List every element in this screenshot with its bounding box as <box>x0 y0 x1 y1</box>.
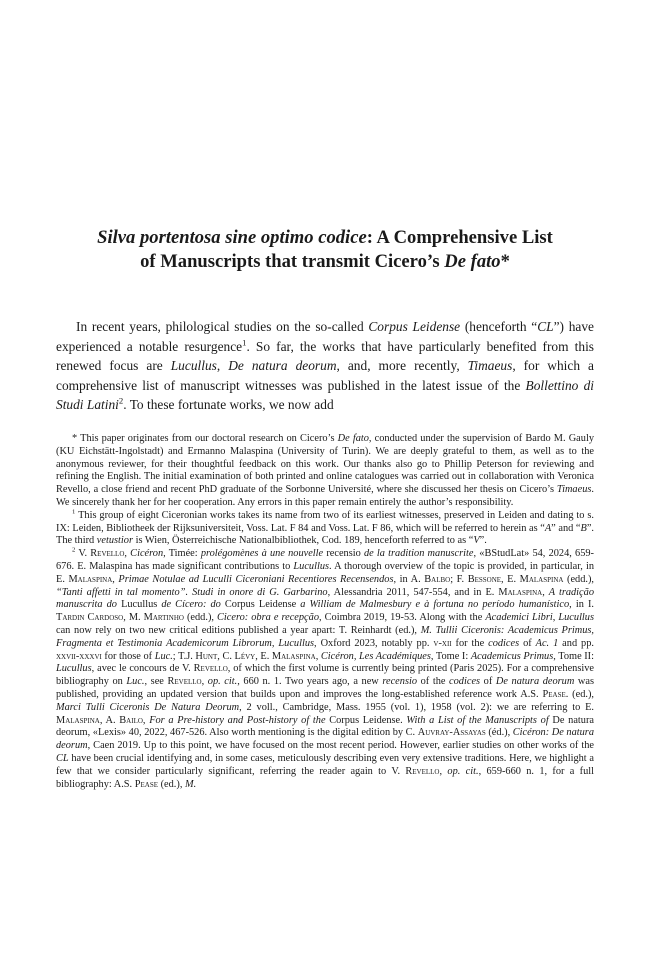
author-name: Malaspina <box>498 586 543 598</box>
note-span: Corpus Leidense. <box>325 714 407 726</box>
note-span: , M. <box>123 612 144 624</box>
note-span: , Alessandria 2011, 547-554, and in E. <box>327 586 499 598</box>
note-span: of the <box>417 676 450 688</box>
note-italic: Academicus Primus <box>470 650 554 662</box>
author-name: Revello <box>405 765 440 777</box>
note-span: , A. <box>99 714 120 726</box>
note-span: , see <box>144 676 168 688</box>
body-span: In recent years, philological studies on the so-called <box>76 319 369 334</box>
note-span: . A thorough overview of the topic is provided, in particular, in E. <box>56 560 595 585</box>
footnote-ref-1[interactable]: 1 <box>242 337 247 348</box>
title-text-2: of Manuscripts that transmit Cicero’s <box>140 251 445 272</box>
author-name: Malaspina <box>519 573 564 585</box>
note-span: , <box>124 548 131 560</box>
note-italic: Lucullus <box>558 612 595 624</box>
note-span: is Wien, Österreichische Nationalbibliothek, Cod. 189, henceforth referred to as “ <box>133 535 474 547</box>
note-italic: M. Tullii Ciceronis: Academicus Primus, Fragmenta et Testimonia Academicorum Librorum, Lucullus <box>56 624 594 649</box>
note-span: , 660 n. 1. Two years ago, a new <box>237 676 383 688</box>
note-span: , «BStudLat» 54, 2024, 659-676. E. Malaspina has made significant contributions to <box>56 548 594 572</box>
note-span: for the <box>451 637 489 649</box>
note-italic: Cicero: obra e recepção <box>217 612 319 624</box>
body-span: . So far, the works that have particularly benefited from this renewed focus are <box>56 338 594 374</box>
body-italic: Bollettino di Studi Latini <box>56 377 594 413</box>
note-italic: B <box>580 522 587 534</box>
footnote-number: 2 <box>72 546 76 554</box>
note-italic: Marci Tulli Ciceronis De Natura Deorum <box>56 701 240 713</box>
note-italic: Primae Notulae ad Luculli Ciceroniani Recentiores Recensendos <box>118 573 394 585</box>
author-name: Hunt <box>195 650 218 662</box>
author-name: Tardin Cardoso <box>56 612 124 624</box>
body-italic: Timaeus <box>467 358 513 374</box>
note-span: , <box>112 573 119 585</box>
note-italic: recensio <box>382 676 418 688</box>
body-span: , and, more recently, <box>336 358 468 374</box>
note-span: , E. <box>501 573 520 585</box>
note-span: , Tome II: <box>553 650 595 662</box>
note-italic: Lucullus <box>56 663 92 675</box>
author-name: Lévy <box>234 650 256 662</box>
note-span: of <box>519 637 536 649</box>
note-span: (edd.), <box>563 573 594 585</box>
note-italic: Timaeus <box>556 484 592 496</box>
note-italic: M. <box>185 778 197 790</box>
note-span: . (ed.), <box>565 688 594 700</box>
note-span: , <box>315 650 321 662</box>
body-text <box>56 317 594 415</box>
note-italic: de Cícero: do <box>161 599 221 611</box>
note-span: recensio <box>323 548 364 560</box>
roman-numeral: v-xii <box>433 637 452 649</box>
note-italic: For a Pre-history and Post-history of the <box>149 714 326 726</box>
note-span: Corpus Leidense <box>220 599 301 611</box>
footnote-ref-2[interactable]: 2 <box>118 395 124 406</box>
author-name: Bessone <box>467 573 502 585</box>
note-span: , Coimbra 2019, 19-53. Along with the <box>319 612 486 624</box>
note-span: , <box>201 676 208 688</box>
title-footnote-mark: * <box>500 251 510 272</box>
note-italic: A tradição manuscrita do <box>56 586 594 611</box>
body-span: , for which a comprehensive list of manuscript witnesses was published in the latest issue of the <box>56 358 594 393</box>
footnote-1 <box>56 510 594 548</box>
note-span: ” and “ <box>551 522 581 534</box>
note-span: , 2 voll., Cambridge, Mass. 1955 (vol. 1), 1958 (vol. 2): we are referring to E. <box>239 701 594 713</box>
author-name: Malaspina <box>271 650 316 662</box>
note-span: , avec le concours de V. <box>91 663 194 675</box>
note-span: De natura deorum, «Lexis» 40, 2022, 467-526. Also worth mentioning is the digital edition by C. <box>56 714 594 739</box>
note-span: . We sincerely thank her for her cooperation. Any errors in this paper remain entirely the author’s responsibility. <box>56 484 594 508</box>
author-name: Revello <box>90 548 125 560</box>
note-span: * This paper originates from our doctoral research on Cicero’s <box>72 433 338 444</box>
note-span: can now rely on two new critical editions published a year apart: T. Reinhardt (ed.), <box>56 624 421 636</box>
note-span: , C. <box>217 650 235 662</box>
note-span: , conducted under the supervision of Bardo M. Gauly (KU Eichstätt-Ingolstadt) and Ermanno Malaspina (University of Turin). We are deeply grateful to them, as well as to the anonymous reviewer, for their thoughtful feedback on this work. Our thanks also go to Phillip Peterson for reviewing and refining the English. The initial examination of both printed and online catalogues was carried out in collaboration with Veronica Revello, a close friend and recent PhD graduate of the Sorbonne Université, where she discussed her thesis on Cicero’s <box>56 433 594 496</box>
note-italic: De fato <box>337 433 369 444</box>
note-italic: a William de Malmesbury e à fortuna no período humanístico <box>300 599 570 611</box>
note-span: have been crucial identifying and, in some cases, meticulously describing even very extensive traditions. Here, we highlight a few that we consider particularly significant, referring the reader again to V. <box>56 752 594 777</box>
author-name: Pease <box>542 688 566 700</box>
body-italic: CL <box>537 319 554 334</box>
note-span: , <box>552 612 559 624</box>
note-span: (ed.), <box>158 778 185 790</box>
author-name: Revello <box>193 663 228 675</box>
note-span: of <box>480 676 496 688</box>
author-name: Malaspina <box>68 573 113 585</box>
note-italic: vetustior <box>96 535 133 547</box>
note-span: was published, providing an updated version that builds upon and improves the long-established reference work A.S. <box>56 676 594 700</box>
note-italic: Academici Libri <box>485 612 553 624</box>
author-name: Malaspina <box>56 714 100 726</box>
note-italic: CL <box>56 752 69 764</box>
note-span: Lucullus <box>116 599 162 611</box>
note-italic: Luc. <box>126 676 145 688</box>
body-span: ”) have experienced a notable resurgence <box>56 319 594 354</box>
body-italic: Lucullus <box>170 358 217 374</box>
author-name: Pease <box>134 778 158 790</box>
note-italic: prolégomènes à une nouvelle <box>200 548 324 560</box>
note-span: ; F. <box>450 573 468 585</box>
author-name: Auvray-Assayas <box>417 727 486 739</box>
note-span: , E. <box>255 650 272 662</box>
note-italic: de la tradition manuscrite <box>363 548 474 560</box>
article-title <box>40 226 610 274</box>
author-name: Balbo <box>424 573 451 585</box>
note-span: This group of eight Ciceronian works takes its name from two of its earliest witnesses, preserved in Leiden and dating to s. IX: Leiden, Bibliotheek der Rijksuniversiteit, Voss. Lat. F 84 and Voss. Lat. F 86, which will be referred to herein as “ <box>56 509 594 534</box>
note-italic: Cicéron, <box>130 548 166 560</box>
note-span: ”. The third <box>56 522 594 547</box>
note-span: (éd.), <box>485 727 513 739</box>
note-italic: op. cit. <box>207 676 238 688</box>
note-span: , <box>542 586 549 598</box>
note-span: , Tome I: <box>430 650 471 662</box>
title-text-1: : A Comprehensive List <box>366 227 553 248</box>
body-span: (henceforth “ <box>460 319 538 334</box>
note-italic: codices <box>488 637 520 649</box>
body-italic: Corpus Leidense <box>368 319 461 334</box>
note-italic: codices <box>449 676 481 688</box>
title-italic-2: De fato <box>444 251 501 272</box>
note-span: , in A. <box>393 573 425 585</box>
note-span: , in I. <box>569 599 594 611</box>
note-italic: Cicéron, Les Académiques <box>320 650 431 662</box>
body-span: , <box>216 358 229 374</box>
roman-numeral: xxvii-xxxvi <box>56 650 102 662</box>
footnote-star <box>56 433 594 510</box>
footnote-number: 1 <box>72 508 76 516</box>
note-span: ; T.J. <box>172 650 196 662</box>
footnotes <box>56 433 594 791</box>
note-span: V. <box>75 548 91 560</box>
note-italic: With a List of the Manuscripts of <box>406 714 549 726</box>
author-name: Bailo <box>119 714 143 726</box>
note-span: , of which the first volume is currently being printed (Paris 2025). For a comprehensive bibliography on <box>56 663 594 688</box>
body-paragraph <box>56 317 594 415</box>
note-span: ”. <box>479 535 487 547</box>
note-span: for those of <box>101 650 155 662</box>
note-italic: A <box>544 522 552 534</box>
title-italic-1: Silva portentosa sine optimo codice <box>97 227 367 248</box>
note-italic: Ac. 1 <box>535 637 559 649</box>
note-italic: “Tanti affetti in tal momento”. Studi in onore di G. Garbarino <box>56 586 328 598</box>
note-italic: V <box>473 535 480 547</box>
note-span: , Oxford 2023, notably pp. <box>314 637 434 649</box>
note-italic: Lucullus <box>293 560 330 572</box>
note-italic: De natura deorum <box>495 676 575 688</box>
note-span: , <box>142 714 150 726</box>
author-name: Martinho <box>143 612 184 624</box>
note-italic: op. cit. <box>447 765 479 777</box>
note-span: (edd.), <box>183 612 218 624</box>
note-span: , Caen 2019. Up to this point, we have focused on the most recent period. However, earlier studies on other works of the <box>87 740 594 752</box>
author-name: Revello <box>167 676 202 688</box>
note-italic: Cicéron: De natura deorum <box>56 727 594 752</box>
note-span: , <box>439 765 448 777</box>
note-span: Timée: <box>165 548 201 560</box>
body-span: . To these fortunate works, we now add <box>123 397 334 413</box>
body-italic: De natura deorum <box>228 358 337 374</box>
note-italic: Luc. <box>154 650 173 662</box>
note-span: and pp. <box>558 637 594 649</box>
note-span: , 659-660 n. 1, for a full bibliography: A.S. <box>56 765 595 790</box>
footnote-2 <box>56 548 594 791</box>
